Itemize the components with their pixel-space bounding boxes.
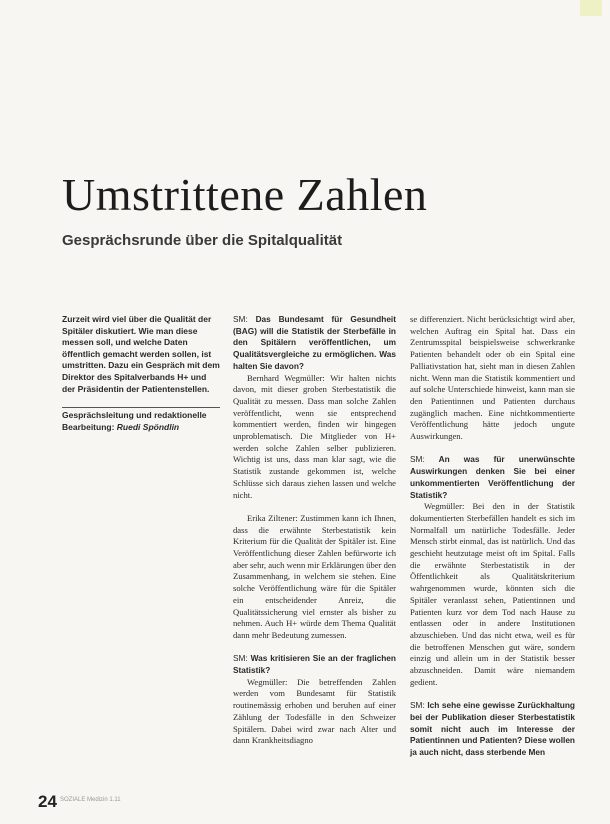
question-text: Das Bundesamt für Gesundheit (BAG) will die Statistik der Sterbefälle in den Spitälern veröffentlichen, um Qualitätsvergleiche zu ermöglichen. Was halten Sie davon?	[233, 314, 397, 371]
corner-color-mark	[580, 0, 602, 16]
speaker-label: SM:	[410, 454, 425, 465]
answer-text: Wir halten nichts davon, mit dieser groben Sterbestatistik die Qualität zu messen. Dass man solche Zahlen veröffentlicht, wenn sie entsprechend kommentiert werden, finden wir hingegen unproblematisch. Die Mitglieder von H+ werden solche Zahlen selber publizieren. Wichtig ist uns, dass man klar sagt, wie die Statistik zustande gekommen ist, welche Schlüsse sich daraus ziehen lassen und welche nicht.	[233, 372, 396, 500]
answer-paragraph	[410, 501, 575, 688]
speaker-label: SM:	[233, 314, 248, 324]
page-number: 24	[38, 792, 57, 811]
speaker-label: Bernhard Wegmüller:	[247, 372, 325, 383]
credit-name: Ruedi Spöndlin	[116, 421, 180, 432]
article-title: Umstrittene Zahlen	[62, 169, 428, 220]
answer-paragraph	[233, 513, 396, 642]
question-text: Ich sehe eine gewisse Zurückhaltung bei der Publikation dieser Sterbestatistik somit nicht auch im Interesse der Patientinnen und Patienten? Diese wollen ja auch nicht, dass sterbende Men	[410, 700, 576, 757]
running-footer: SOZIALE Medizin 1.11	[60, 797, 121, 803]
intro-lead: Zurzeit wird viel über die Qualität der Spitäler diskutiert. Wie man diese messen soll, und welche Daten öffentlich gemacht werden sollen, ist umstritten. Dazu ein Gespräch mit dem Direktor des Spitalverbands H+ und der Präsidentin der Patientenstellen.	[62, 314, 220, 394]
question-paragraph	[410, 700, 575, 759]
continued-paragraph: se differenziert. Nicht berücksichtigt wird aber, welchen Auftrag ein Spital hat. Dass ein Zentrumsspital beispielsweise schwerkranke Patienten behandelt oder ob ein Spital eine Palliativstation hat, sieht man in diesen Zahlen nicht. Wenn man die Statistik kommentiert und auf solche Unterschiede hinweist, kann man sie den Patientinnen und Patienten durchaus zugänglich machen. Eine nichtkommentierte Veröffentlichung hätte jedoch ungute Auswirkungen.	[410, 314, 575, 442]
question-paragraph	[233, 314, 396, 373]
speaker-label: Wegmüller:	[424, 501, 465, 512]
intro-column	[62, 314, 220, 433]
speaker-label: Erika Ziltener:	[247, 512, 298, 523]
credit-label: Gesprächsleitung und redaktionelle Bearbeitung:	[62, 410, 207, 432]
text-column-2	[233, 314, 396, 747]
question-paragraph	[233, 653, 396, 676]
article-subtitle: Gesprächsrunde über die Spitalqualität	[62, 232, 343, 249]
answer-text: Zustimmen kann ich Ihnen, dass die erwähnte Sterbestatistik kein Kriterium für die Qualität der Spitäler ist. Eine Veröffentlichung dieser Zahlen befürworte ich aber sehr, auch wenn mir Erklärungen über den Zusammenhang, in welchem sie stehen. Eine solche Veröffentlichung wäre für die Spitäler ein entscheidender Anreiz, die Qualitätssicherung viel ernster als bisher zu nehmen. Auch H+ würde dem Thema Qualität dann mehr Bedeutung zumessen.	[233, 512, 396, 640]
question-text: An was für unerwünschte Auswirkungen denken Sie bei einer unkommentierten Veröffentlichung der Statistik?	[410, 454, 576, 500]
answer-paragraph	[233, 677, 396, 747]
text-column-3	[410, 314, 575, 759]
speaker-label: SM:	[233, 653, 248, 664]
question-paragraph	[410, 454, 575, 501]
intro-divider	[62, 407, 220, 408]
intro-credit	[62, 410, 220, 433]
answer-text: Die betreffenden Zahlen werden vom Bundesamt für Statistik routinemässig erhoben und beruhen auf einer Zählung der Todesfälle in den Schweizer Spitälern. Dabei wird zwar nach Alter und dann Krankheitsdiagno	[233, 676, 396, 746]
speaker-label: Wegmüller:	[247, 676, 288, 687]
question-text: Was kritisieren Sie an der fraglichen Statistik?	[233, 653, 396, 676]
speaker-label: SM:	[410, 700, 425, 711]
answer-paragraph	[233, 373, 396, 502]
answer-text: Bei den in der Statistik dokumentierten Sterbefällen handelt es sich im Normalfall um natürliche Todesfälle. Jeder Mensch stirbt einmal, das ist natürlich. Und das geschieht heutzutage meist oft im Spital. Falls die erwähnte Sterbestatistik in der Öffentlichkeit als Qualitätskriterium wahrgenommen wurde, könnten sich die Spitäler veranlasst sehen, Patientinnen und Patienten kurz vor dem Tod nach Hause zu entlassen oder in andere Institutionen abzuschieben. Und das nicht etwa, weil es für die betroffenen Menschen gut wäre, sondern einzig und allein um in der Statistik besser abzuschneiden. Damit wäre niemandem gedient.	[410, 501, 575, 687]
